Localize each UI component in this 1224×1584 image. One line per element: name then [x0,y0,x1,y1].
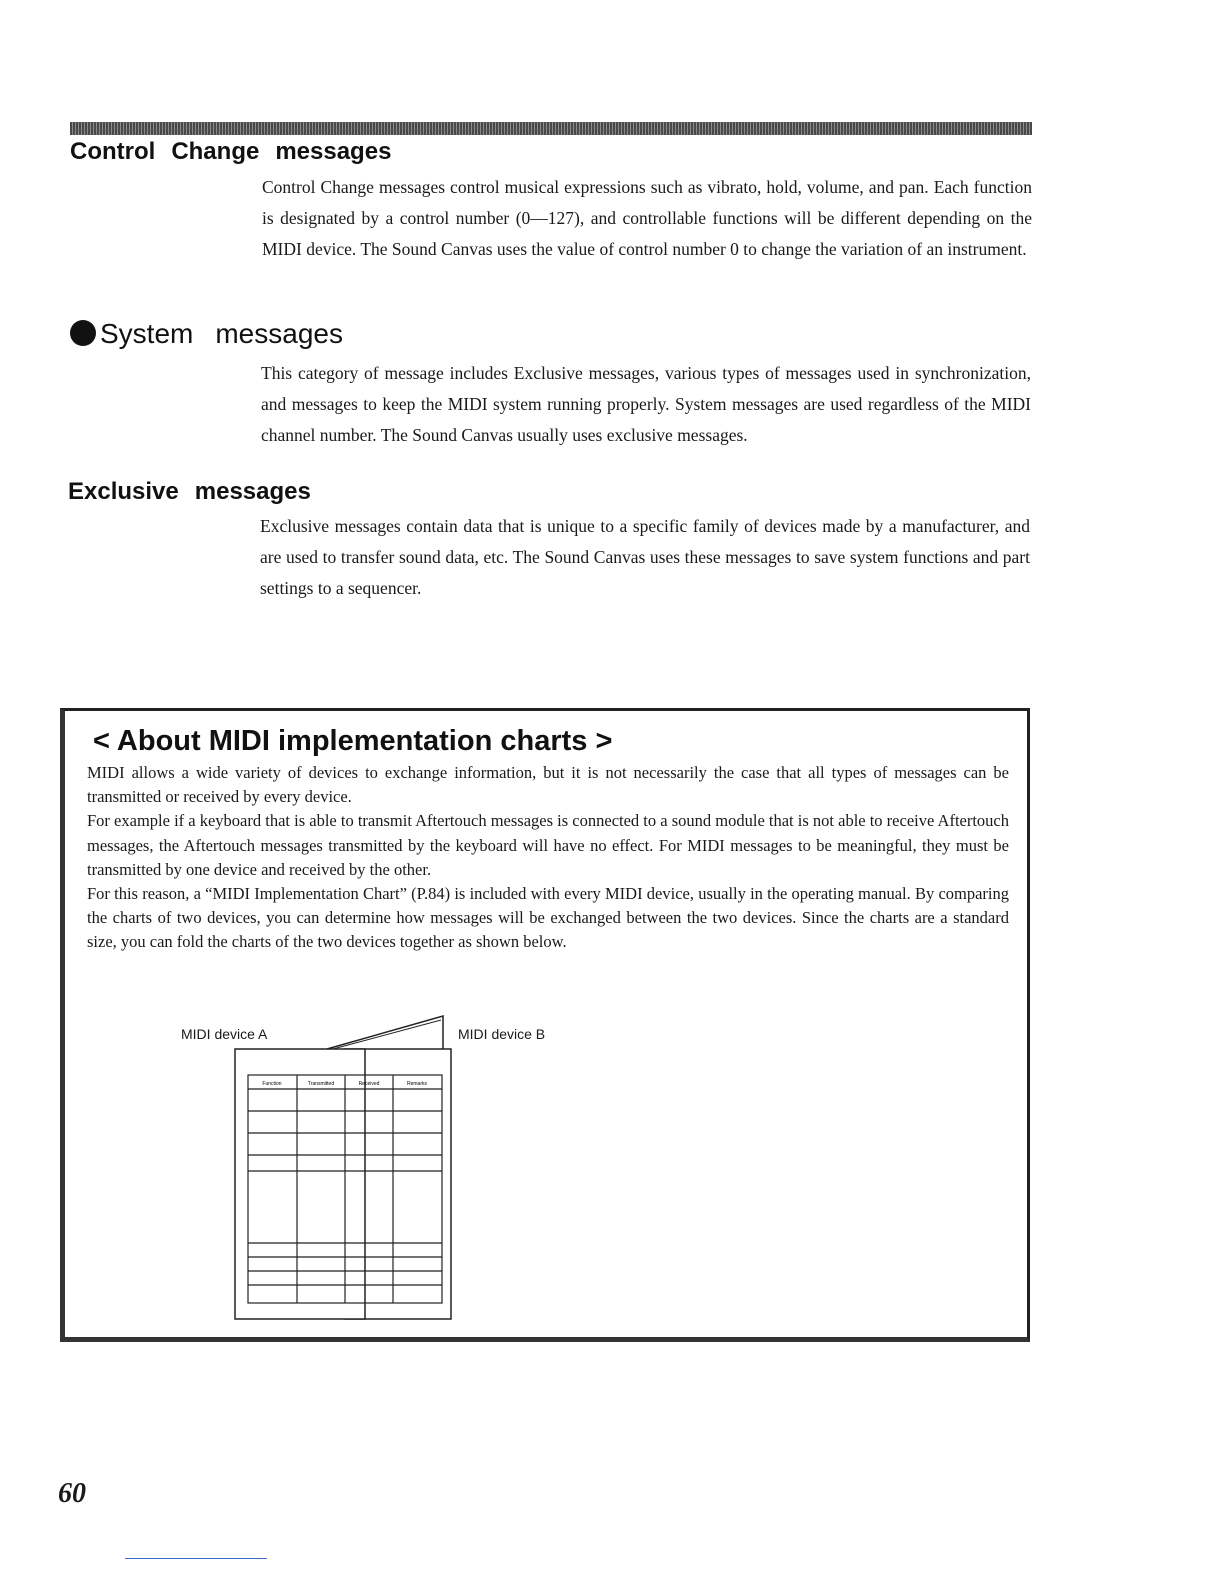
bottom-rule [125,1558,267,1559]
folded-charts-diagram [215,1011,465,1323]
info-box [60,708,1030,1342]
top-rule [70,122,1032,135]
page-number: 60 [58,1478,86,1509]
info-box-text [87,761,1009,955]
info-paragraph: For this reason, a “MIDI Implementation Chart” (P.84) is included with every MIDI device, usually in the operating manual. By comparing the charts of two devices, you can determine how messages will be exchanged between the two devices. Since the charts are a standard size, you can fold the charts of the two devices together as shown below. [87,884,1009,952]
label-device-b: MIDI device B [458,1026,546,1042]
column-header: Transmitted [307,1081,335,1087]
heading-system-messages: System messages [70,318,343,350]
column-header: Received [358,1081,380,1087]
exclusive-messages-text: Exclusive messages contain data that is unique to a specific family of devices made by a manufacturer, and are used to transfer sound data, etc. The Sound Canvas uses these messages to save system functions and part settings to a sequencer. [260,516,1030,598]
info-paragraph: MIDI allows a wide variety of devices to exchange information, but it is not necessarily the case that all types of messages can be transmitted or received by every device. [87,763,1009,807]
column-header: Function [262,1081,282,1087]
heading-control-change: Control Change messages [70,138,392,165]
heading-exclusive-messages: Exclusive messages [68,478,311,505]
info-paragraph: For example if a keyboard that is able to transmit Aftertouch messages is connected to a sound module that is not able to receive Aftertouch messages, the Aftertouch messages transmitted by the keyboard will have no effect. For MIDI messages to be meaningful, they must be transmitted by one device and received by the other. [87,811,1009,879]
fold-line [333,1020,441,1049]
bullet-icon [70,320,96,346]
system-messages-text: This category of message includes Exclusive messages, various types of messages used in synchronization, and messages to keep the MIDI system running properly. System messages are used regardless of the MIDI channel number. The Sound Canvas usually uses exclusive messages. [261,363,1031,445]
label-device-a: MIDI device A [181,1026,268,1042]
control-change-text: Control Change messages control musical expressions such as vibrato, hold, volume, and pan. Each function is designated by a control number (0—127), and controllable functions will be different depending on the MIDI device. The Sound Canvas uses the value of control number 0 to change the variation of an instrument. [262,177,1032,259]
info-box-title: < About MIDI implementation charts > [93,725,613,757]
column-header: Remarks [406,1081,428,1087]
fold-line [327,1016,443,1049]
